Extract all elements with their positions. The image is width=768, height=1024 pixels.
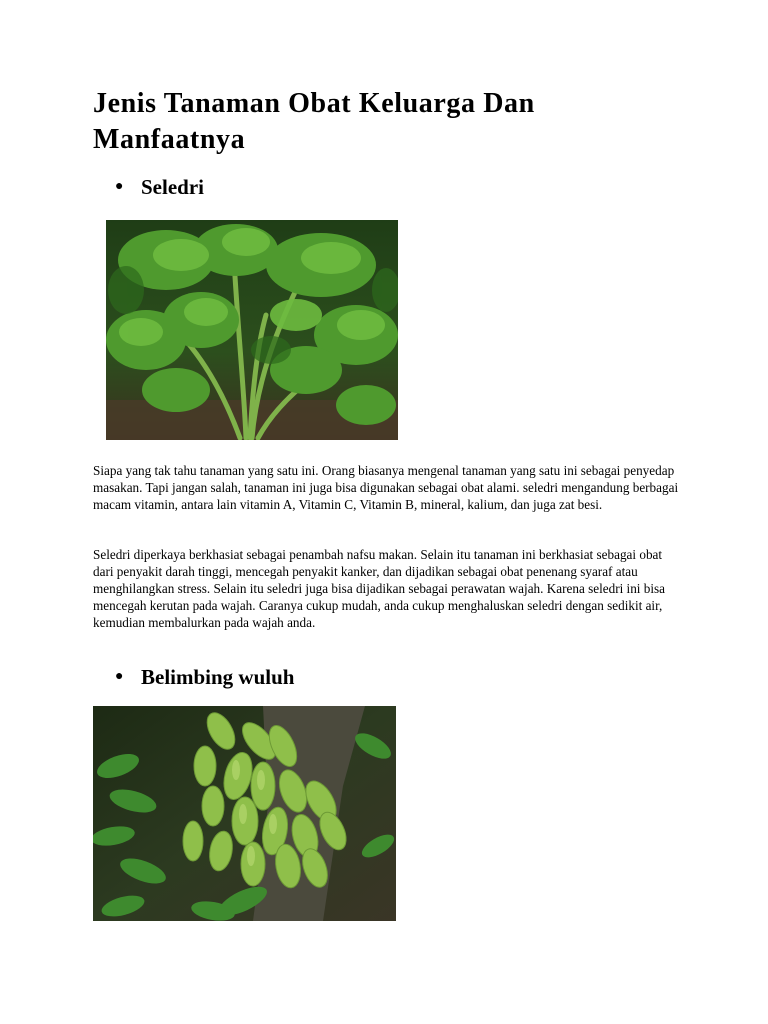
bullet-icon: ●	[115, 179, 124, 195]
section-heading-label: Belimbing wuluh	[141, 665, 295, 689]
paragraph-seledri-2: Seledri diperkaya berkhasiat sebagai penambah nafsu makan. Selain itu tanaman ini berkhasiat sebagai obat dari penyakit darah tinggi, mencegah penyakit kanker, dan dijadikan sebagai obat penenang syaraf atau menghilangkan stress. Selain itu seledri juga bisa dijadikan sebagai perawatan wajah. Karena seledri ini bisa mencegah kerutan pada wajah. Caranya cukup mudah, anda cukup menghaluskan seledri dengan sedikit air, kemudian membalurkan pada wajah anda.	[93, 547, 666, 630]
bilimbi-fruit-photo	[93, 706, 396, 921]
section-heading-belimbing-wuluh	[93, 664, 294, 692]
paragraph-seledri-1: Siapa yang tak tahu tanaman yang satu ini. Orang biasanya mengenal tanaman yang satu ini sebagai penyedap masakan. Tapi jangan salah, tanaman ini juga bisa digunakan sebagai obat alami. seledri mengandung berbagai macam vitamin, antara lain vitamin A, Vitamin C, Vitamin B, mineral, kalium, dan juga zat besi.	[93, 463, 679, 512]
page-title: Jenis Tanaman Obat Keluarga Dan Manfaatnya	[93, 88, 535, 155]
section-heading-seledri	[93, 174, 204, 202]
section-heading-label: Seledri	[141, 175, 204, 199]
bullet-icon: ●	[115, 669, 124, 685]
celery-plant-photo	[106, 220, 398, 440]
